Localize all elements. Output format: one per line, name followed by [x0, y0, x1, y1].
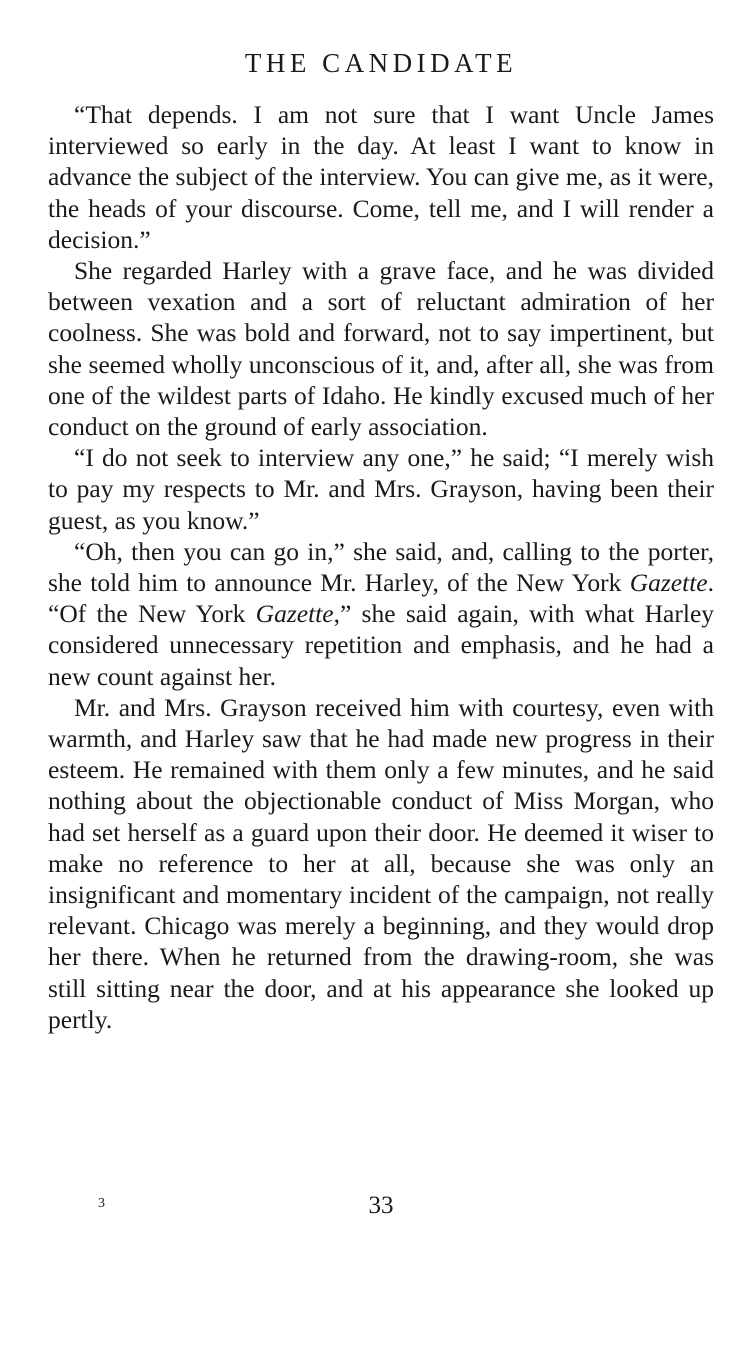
- paragraph: [48, 536, 714, 692]
- text-run: She regarded Harley with a grave face, and he was divided between vexation and a sort of reluctant admiration of her coolness. She was bold and forward, not to say impertinent, but she seemed wholly unconscious of it, and, after all, she was from one of the wildest parts of Idaho. He kindly excused much of her conduct on the ground of early association.: [48, 256, 714, 442]
- text-run: “Oh, then you can go in,” she said, and, calling to the porter, she told him to announce Mr. Harley, of the New York: [48, 536, 714, 598]
- text-run: . “Of the New York: [48, 568, 714, 629]
- paragraph: [48, 442, 714, 536]
- paragraph: [48, 255, 714, 442]
- text-run: ,” she said again, with what Harley considered unnecessary repetition and emphasis, and he had a new count against her.: [48, 599, 715, 691]
- text-run: “That depends. I am not sure that I want Uncle James interviewed so early in the day. At least I want to know in advance the subject of the interview. You can give me, as it were, the heads of your discourse. Come, tell me, and I will render a decision.”: [48, 100, 714, 254]
- text-run: Mr. and Mrs. Grayson received him with courtesy, even with warmth, and Harley saw that he had made new progress in their esteem. He remained with them only a few minutes, and he said nothing about the objectionable conduct of Miss Morgan, who had set herself as a guard upon their door. He deemed it wiser to make no reference to her at all, because she was only an insignificant and momentary incident of the campaign, not really relevant. Chicago was merely a beginning, and they would drop her there. When he returned from the drawing-room, she was still sitting near the door, and at his appearance she looked up pertly.: [48, 692, 714, 1034]
- running-head: THE CANDIDATE: [244, 48, 518, 78]
- page-number: 33: [368, 1192, 394, 1219]
- paragraph: [48, 692, 714, 1035]
- italic-title: Gazette: [255, 599, 334, 629]
- paragraph: [48, 99, 714, 255]
- signature-mark: 3: [98, 1196, 105, 1211]
- italic-title: Gazette: [629, 568, 708, 598]
- text-run: “I do not seek to interview any one,” he said; “I merely wish to pay my respects to Mr. and Mrs. Grayson, having been their guest, as you know.”: [48, 443, 714, 535]
- body-text: [48, 99, 714, 1035]
